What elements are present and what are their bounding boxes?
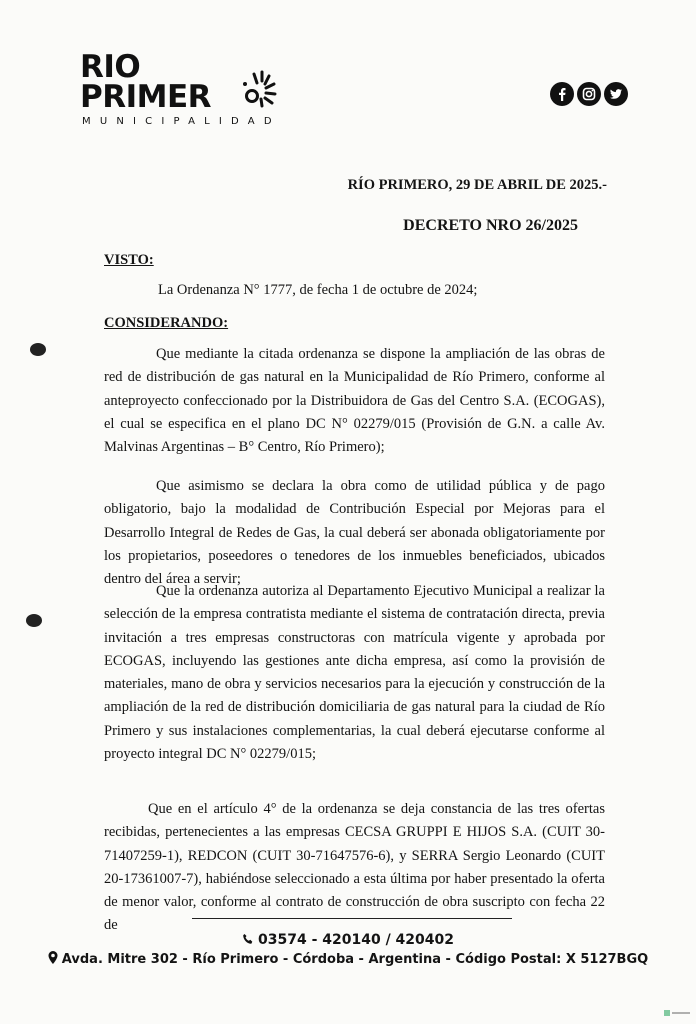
considerando-heading: CONSIDERANDO:: [104, 315, 229, 331]
footer-address: [0, 951, 696, 967]
footer-address-text: Avda. Mitre 302 - Río Primero - Córdoba - Argentina - Código Postal: X 5127BGQ: [61, 952, 649, 967]
considerando-paragraph-4: Que en el artículo 4° de la ordenanza se deja constancia de las tres ofertas recibidas, pertenecientes a las empresas CECSA GRUPPI E HIJOS S.A. (CUIT 30-71407259-1), REDCON (CUIT 30-71647576-6), y SERRA Sergio Leonardo (CUIT 20-17361007-7), habiéndose seleccionado a esta última por haber presentado la oferta de menor valor, conforme al contrato de construcción de obra suscripto con fecha 22 de: [104, 801, 605, 934]
logo-sun-burst-icon: [240, 68, 280, 110]
location-pin-icon: [48, 951, 58, 964]
municipality-logo: [80, 49, 290, 132]
footer-phone: [0, 932, 696, 948]
footer-divider: [192, 918, 512, 919]
logo-word-primer: PRIMER: [80, 79, 212, 115]
facebook-icon: [550, 82, 574, 106]
punch-hole: [26, 614, 42, 627]
considerando-paragraph-3: Que la ordenanza autoriza al Departamento Ejecutivo Municipal a realizar la selección de la empresa contratista mediante el sistema de contratación directa, previa invitación a tres empresas constructoras con matrícula vigente y aprobada por ECOGAS, incluyendo las gestiones ante dicha empresa, así como la provisión de materiales, mano de obra y servicios necesarios para la ejecución y construcción de la ampliación de la red de distribución domiciliaria de gas natural para la ciudad de Río Primero y sus instalaciones complementarias, la cual deberá ejecutarse conforme al proyecto integral DC N° 02279/015;: [104, 583, 605, 763]
logo-word-rio: RIO: [80, 49, 141, 85]
visto-heading: VISTO:: [104, 252, 154, 268]
instagram-icon: [577, 82, 601, 106]
social-icons: [550, 82, 628, 106]
footer-phone-text: 03574 - 420140 / 420402: [257, 932, 455, 948]
visto-paragraph: La Ordenanza N° 1777, de fecha 1 de octubre de 2024;: [158, 282, 478, 298]
phone-icon: [242, 933, 254, 945]
considerando-paragraph-1: Que mediante la citada ordenanza se dispone la ampliación de las obras de red de distribución de gas natural en la Municipalidad de Río Primero, conforme al anteproyecto confeccionado por la Distribuidora de Gas del Centro S.A. (ECOGAS), el cual se especifica en el plano DC N° 02279/015 (Provisión de G.N. a calle Av. Malvinas Argentinas – B° Centro, Río Primero);: [104, 346, 605, 456]
punch-hole: [30, 343, 46, 356]
scanner-watermark-icon: [664, 1008, 690, 1018]
twitter-icon: [604, 82, 628, 106]
document-date: RÍO PRIMERO, 29 DE ABRIL DE 2025.-: [347, 177, 607, 193]
considerando-paragraph-2: Que asimismo se declara la obra como de utilidad pública y de pago obligatorio, bajo la modalidad de Contribución Especial por Mejoras para el Desarrollo Integral de Redes de Gas, la cual deberá ser abonada obligatoriamente por los propietarios, poseedores o tenedores de los inmuebles beneficiados, ubicados dentro del área a servir;: [104, 478, 605, 588]
logo-subtitle: MUNICIPALIDAD: [82, 116, 281, 127]
decree-title: DECRETO NRO 26/2025: [403, 217, 578, 234]
